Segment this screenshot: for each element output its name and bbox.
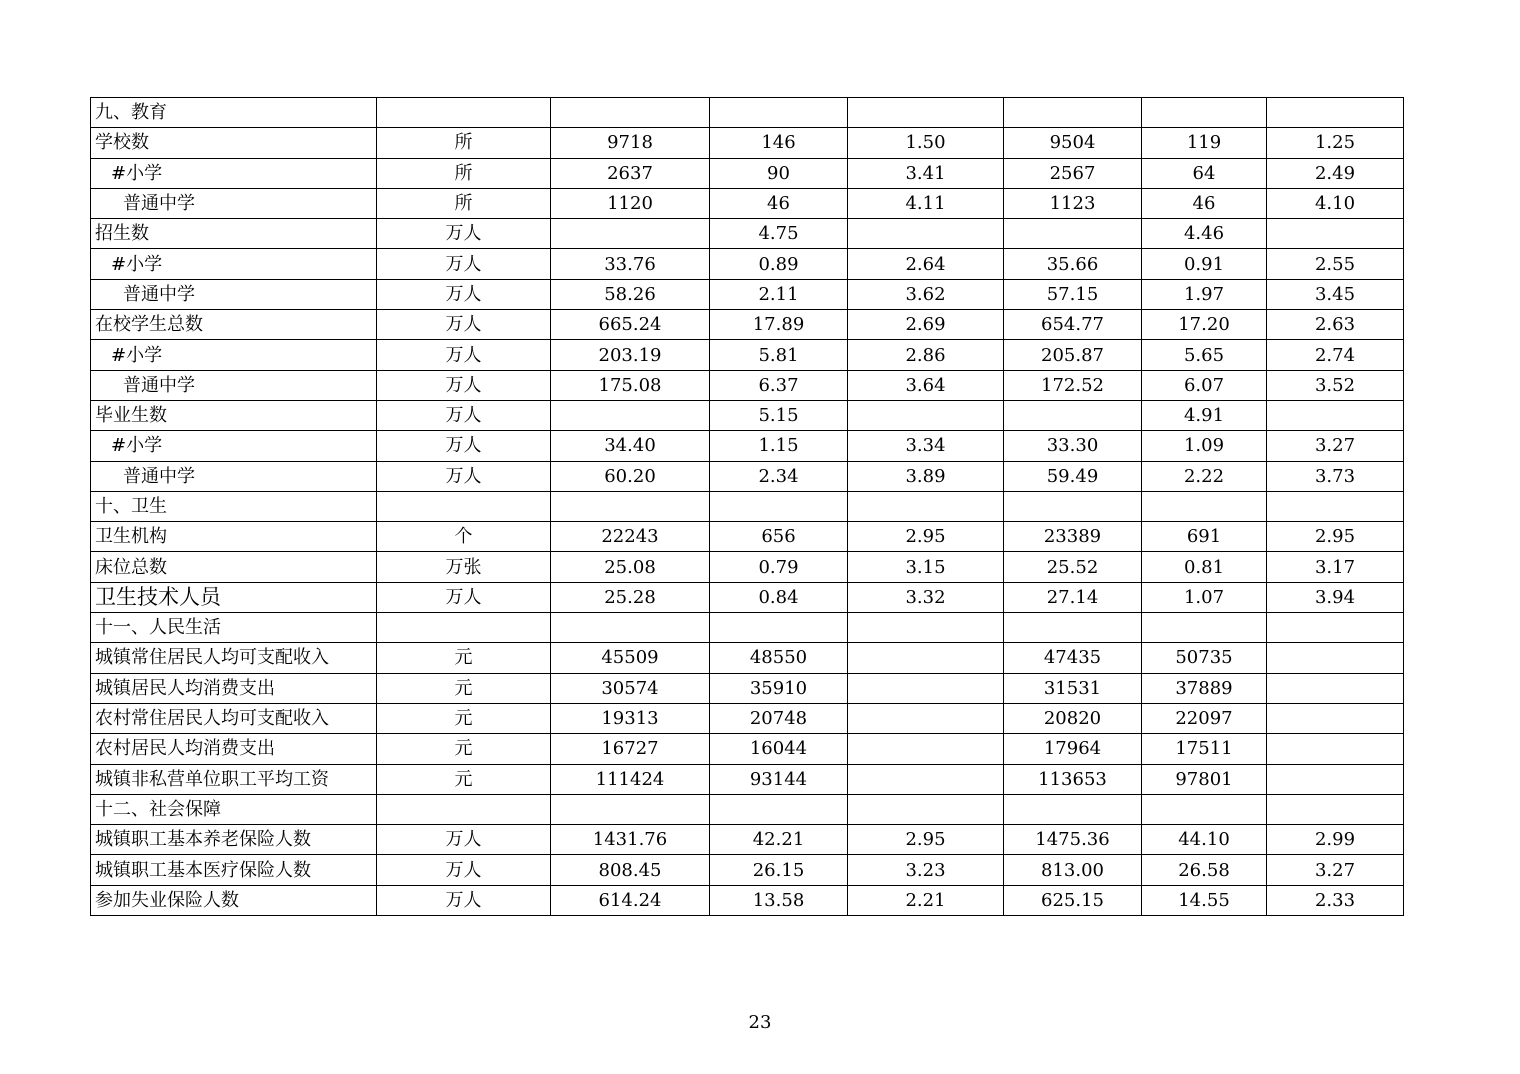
value-cell: 3.62	[848, 279, 1004, 309]
value-cell: 23389	[1004, 522, 1142, 552]
value-cell	[848, 673, 1004, 703]
value-cell: 2.22	[1142, 461, 1267, 491]
value-cell	[1267, 673, 1404, 703]
item-name-cell: 招生数	[91, 219, 377, 249]
value-cell: 2567	[1004, 158, 1142, 188]
value-cell: 20748	[710, 703, 848, 733]
value-cell: 2.99	[1267, 825, 1404, 855]
unit-cell: 个	[377, 522, 551, 552]
value-cell	[1004, 98, 1142, 128]
value-cell: 113653	[1004, 764, 1142, 794]
value-cell: 25.52	[1004, 552, 1142, 582]
value-cell: 1.15	[710, 431, 848, 461]
value-cell	[1267, 703, 1404, 733]
value-cell	[710, 98, 848, 128]
item-name-cell: 农村常住居民人均可支配收入	[91, 703, 377, 733]
value-cell: 3.94	[1267, 582, 1404, 612]
value-cell: 4.91	[1142, 400, 1267, 430]
value-cell	[848, 764, 1004, 794]
value-cell: 22097	[1142, 703, 1267, 733]
value-cell: 3.73	[1267, 461, 1404, 491]
value-cell: 16044	[710, 734, 848, 764]
item-name-cell: 普通中学	[91, 188, 377, 218]
value-cell: 48550	[710, 643, 848, 673]
value-cell: 1.25	[1267, 128, 1404, 158]
value-cell: 2.63	[1267, 310, 1404, 340]
value-cell: 111424	[551, 764, 710, 794]
table-row	[91, 249, 1404, 279]
unit-cell: 所	[377, 188, 551, 218]
value-cell	[551, 491, 710, 521]
item-name-cell: 九、教育	[91, 98, 377, 128]
table-row	[91, 825, 1404, 855]
table-row	[91, 491, 1404, 521]
table-row	[91, 461, 1404, 491]
item-name-cell: 农村居民人均消费支出	[91, 734, 377, 764]
item-name-cell: 床位总数	[91, 552, 377, 582]
value-cell	[1267, 643, 1404, 673]
table-row	[91, 310, 1404, 340]
value-cell: 1431.76	[551, 825, 710, 855]
table-row	[91, 522, 1404, 552]
unit-cell: 元	[377, 764, 551, 794]
value-cell	[710, 491, 848, 521]
item-name-cell: 卫生技术人员	[91, 582, 377, 612]
value-cell: 47435	[1004, 643, 1142, 673]
value-cell: 3.34	[848, 431, 1004, 461]
value-cell: 25.28	[551, 582, 710, 612]
value-cell	[848, 703, 1004, 733]
value-cell	[1267, 764, 1404, 794]
value-cell: 172.52	[1004, 370, 1142, 400]
value-cell: 614.24	[551, 885, 710, 915]
value-cell: 665.24	[551, 310, 710, 340]
value-cell: 1.50	[848, 128, 1004, 158]
value-cell	[1267, 400, 1404, 430]
item-name-cell: 参加失业保险人数	[91, 885, 377, 915]
unit-cell: 元	[377, 643, 551, 673]
table-row	[91, 400, 1404, 430]
value-cell: 17.89	[710, 310, 848, 340]
unit-cell: 万人	[377, 885, 551, 915]
unit-cell: 万人	[377, 400, 551, 430]
value-cell: 44.10	[1142, 825, 1267, 855]
value-cell	[1004, 613, 1142, 643]
table-row	[91, 188, 1404, 218]
value-cell: 17.20	[1142, 310, 1267, 340]
table-row	[91, 431, 1404, 461]
value-cell: 6.37	[710, 370, 848, 400]
unit-cell: 万人	[377, 310, 551, 340]
item-name-cell: 十一、人民生活	[91, 613, 377, 643]
value-cell: 0.84	[710, 582, 848, 612]
value-cell	[1267, 98, 1404, 128]
table-row	[91, 128, 1404, 158]
item-name-cell: 城镇居民人均消费支出	[91, 673, 377, 703]
value-cell: 34.40	[551, 431, 710, 461]
table-row	[91, 158, 1404, 188]
unit-cell: 元	[377, 673, 551, 703]
value-cell	[848, 400, 1004, 430]
value-cell: 4.11	[848, 188, 1004, 218]
value-cell: 813.00	[1004, 855, 1142, 885]
value-cell	[1267, 794, 1404, 824]
table-row	[91, 219, 1404, 249]
value-cell: 13.58	[710, 885, 848, 915]
statistics-table	[90, 97, 1404, 916]
value-cell	[848, 643, 1004, 673]
value-cell: 691	[1142, 522, 1267, 552]
item-name-cell: #小学	[91, 340, 377, 370]
table-row	[91, 613, 1404, 643]
item-name-cell: 毕业生数	[91, 400, 377, 430]
value-cell: 16727	[551, 734, 710, 764]
item-name-cell: 城镇职工基本医疗保险人数	[91, 855, 377, 885]
value-cell: 2.74	[1267, 340, 1404, 370]
value-cell: 1475.36	[1004, 825, 1142, 855]
item-name-cell: 学校数	[91, 128, 377, 158]
value-cell: 205.87	[1004, 340, 1142, 370]
table-row	[91, 98, 1404, 128]
value-cell: 808.45	[551, 855, 710, 885]
value-cell	[551, 613, 710, 643]
table-row	[91, 582, 1404, 612]
value-cell: 2.86	[848, 340, 1004, 370]
item-name-cell: 普通中学	[91, 370, 377, 400]
value-cell: 4.10	[1267, 188, 1404, 218]
value-cell: 1120	[551, 188, 710, 218]
item-name-cell: 十、卫生	[91, 491, 377, 521]
unit-cell: 万人	[377, 219, 551, 249]
table-row	[91, 370, 1404, 400]
value-cell: 1.09	[1142, 431, 1267, 461]
unit-cell: 万人	[377, 461, 551, 491]
value-cell: 2.34	[710, 461, 848, 491]
unit-cell: 万人	[377, 370, 551, 400]
value-cell: 2.95	[848, 825, 1004, 855]
value-cell: 3.17	[1267, 552, 1404, 582]
value-cell: 35910	[710, 673, 848, 703]
item-name-cell: 城镇职工基本养老保险人数	[91, 825, 377, 855]
value-cell: 2.64	[848, 249, 1004, 279]
value-cell: 59.49	[1004, 461, 1142, 491]
value-cell: 37889	[1142, 673, 1267, 703]
value-cell	[848, 613, 1004, 643]
value-cell: 5.65	[1142, 340, 1267, 370]
value-cell: 17964	[1004, 734, 1142, 764]
value-cell: 6.07	[1142, 370, 1267, 400]
table-body	[91, 98, 1404, 916]
value-cell: 1123	[1004, 188, 1142, 218]
value-cell: 27.14	[1004, 582, 1142, 612]
value-cell: 0.91	[1142, 249, 1267, 279]
item-name-cell: 在校学生总数	[91, 310, 377, 340]
value-cell: 26.15	[710, 855, 848, 885]
value-cell	[848, 219, 1004, 249]
value-cell: 97801	[1142, 764, 1267, 794]
table-row	[91, 279, 1404, 309]
value-cell: 656	[710, 522, 848, 552]
value-cell: 2.49	[1267, 158, 1404, 188]
value-cell: 625.15	[1004, 885, 1142, 915]
value-cell: 2.21	[848, 885, 1004, 915]
value-cell: 0.79	[710, 552, 848, 582]
unit-cell: 元	[377, 703, 551, 733]
value-cell: 3.32	[848, 582, 1004, 612]
value-cell: 33.30	[1004, 431, 1142, 461]
value-cell: 3.23	[848, 855, 1004, 885]
value-cell	[1267, 491, 1404, 521]
value-cell: 93144	[710, 764, 848, 794]
value-cell: 35.66	[1004, 249, 1142, 279]
value-cell: 2.11	[710, 279, 848, 309]
value-cell: 3.27	[1267, 431, 1404, 461]
value-cell: 4.46	[1142, 219, 1267, 249]
unit-cell: 元	[377, 734, 551, 764]
unit-cell: 万人	[377, 582, 551, 612]
table-row	[91, 794, 1404, 824]
value-cell: 64	[1142, 158, 1267, 188]
item-name-cell: 普通中学	[91, 461, 377, 491]
value-cell: 25.08	[551, 552, 710, 582]
value-cell	[848, 794, 1004, 824]
value-cell: 22243	[551, 522, 710, 552]
item-name-cell: 十二、社会保障	[91, 794, 377, 824]
item-name-cell: 城镇常住居民人均可支配收入	[91, 643, 377, 673]
unit-cell: 万人	[377, 825, 551, 855]
value-cell	[1267, 219, 1404, 249]
value-cell: 26.58	[1142, 855, 1267, 885]
value-cell	[1267, 613, 1404, 643]
value-cell: 2.33	[1267, 885, 1404, 915]
value-cell: 14.55	[1142, 885, 1267, 915]
value-cell: 2.95	[848, 522, 1004, 552]
value-cell	[1004, 491, 1142, 521]
value-cell	[1142, 491, 1267, 521]
value-cell: 2637	[551, 158, 710, 188]
unit-cell: 万人	[377, 249, 551, 279]
value-cell: 42.21	[710, 825, 848, 855]
value-cell: 58.26	[551, 279, 710, 309]
value-cell	[551, 400, 710, 430]
table-row	[91, 764, 1404, 794]
value-cell: 119	[1142, 128, 1267, 158]
value-cell: 9504	[1004, 128, 1142, 158]
value-cell: 19313	[551, 703, 710, 733]
value-cell: 50735	[1142, 643, 1267, 673]
value-cell: 17511	[1142, 734, 1267, 764]
item-name-cell: #小学	[91, 431, 377, 461]
value-cell	[848, 734, 1004, 764]
value-cell: 146	[710, 128, 848, 158]
value-cell: 90	[710, 158, 848, 188]
unit-cell: 万人	[377, 279, 551, 309]
value-cell	[1142, 794, 1267, 824]
unit-cell	[377, 98, 551, 128]
value-cell: 20820	[1004, 703, 1142, 733]
unit-cell: 万张	[377, 552, 551, 582]
value-cell: 45509	[551, 643, 710, 673]
value-cell: 3.15	[848, 552, 1004, 582]
table-row	[91, 673, 1404, 703]
item-name-cell: #小学	[91, 249, 377, 279]
item-name-cell: 城镇非私营单位职工平均工资	[91, 764, 377, 794]
unit-cell: 所	[377, 158, 551, 188]
value-cell: 3.27	[1267, 855, 1404, 885]
item-name-cell: 卫生机构	[91, 522, 377, 552]
value-cell	[1004, 794, 1142, 824]
value-cell: 3.89	[848, 461, 1004, 491]
value-cell	[1004, 219, 1142, 249]
unit-cell	[377, 613, 551, 643]
value-cell: 3.45	[1267, 279, 1404, 309]
value-cell: 175.08	[551, 370, 710, 400]
value-cell	[551, 794, 710, 824]
value-cell: 60.20	[551, 461, 710, 491]
value-cell: 2.95	[1267, 522, 1404, 552]
value-cell: 9718	[551, 128, 710, 158]
unit-cell: 所	[377, 128, 551, 158]
unit-cell: 万人	[377, 855, 551, 885]
table-row	[91, 340, 1404, 370]
value-cell	[551, 219, 710, 249]
unit-cell: 万人	[377, 340, 551, 370]
page-number: 23	[748, 1012, 772, 1033]
statistics-table-container	[90, 97, 1403, 916]
value-cell: 46	[710, 188, 848, 218]
value-cell: 2.55	[1267, 249, 1404, 279]
table-row	[91, 643, 1404, 673]
table-row	[91, 552, 1404, 582]
table-row	[91, 734, 1404, 764]
value-cell	[848, 98, 1004, 128]
value-cell: 0.81	[1142, 552, 1267, 582]
value-cell	[1142, 98, 1267, 128]
table-row	[91, 885, 1404, 915]
value-cell	[848, 491, 1004, 521]
value-cell: 46	[1142, 188, 1267, 218]
value-cell	[551, 98, 710, 128]
value-cell: 57.15	[1004, 279, 1142, 309]
value-cell: 3.52	[1267, 370, 1404, 400]
item-name-cell: 普通中学	[91, 279, 377, 309]
table-row	[91, 855, 1404, 885]
value-cell: 2.69	[848, 310, 1004, 340]
value-cell: 1.07	[1142, 582, 1267, 612]
unit-cell	[377, 794, 551, 824]
value-cell: 30574	[551, 673, 710, 703]
value-cell: 3.41	[848, 158, 1004, 188]
value-cell: 0.89	[710, 249, 848, 279]
value-cell	[1142, 613, 1267, 643]
value-cell: 5.81	[710, 340, 848, 370]
value-cell: 1.97	[1142, 279, 1267, 309]
value-cell: 31531	[1004, 673, 1142, 703]
table-row	[91, 703, 1404, 733]
value-cell	[1004, 400, 1142, 430]
value-cell: 654.77	[1004, 310, 1142, 340]
unit-cell	[377, 491, 551, 521]
value-cell: 5.15	[710, 400, 848, 430]
value-cell: 4.75	[710, 219, 848, 249]
value-cell: 203.19	[551, 340, 710, 370]
value-cell: 33.76	[551, 249, 710, 279]
value-cell	[710, 794, 848, 824]
value-cell: 3.64	[848, 370, 1004, 400]
value-cell	[1267, 734, 1404, 764]
item-name-cell: #小学	[91, 158, 377, 188]
unit-cell: 万人	[377, 431, 551, 461]
value-cell	[710, 613, 848, 643]
